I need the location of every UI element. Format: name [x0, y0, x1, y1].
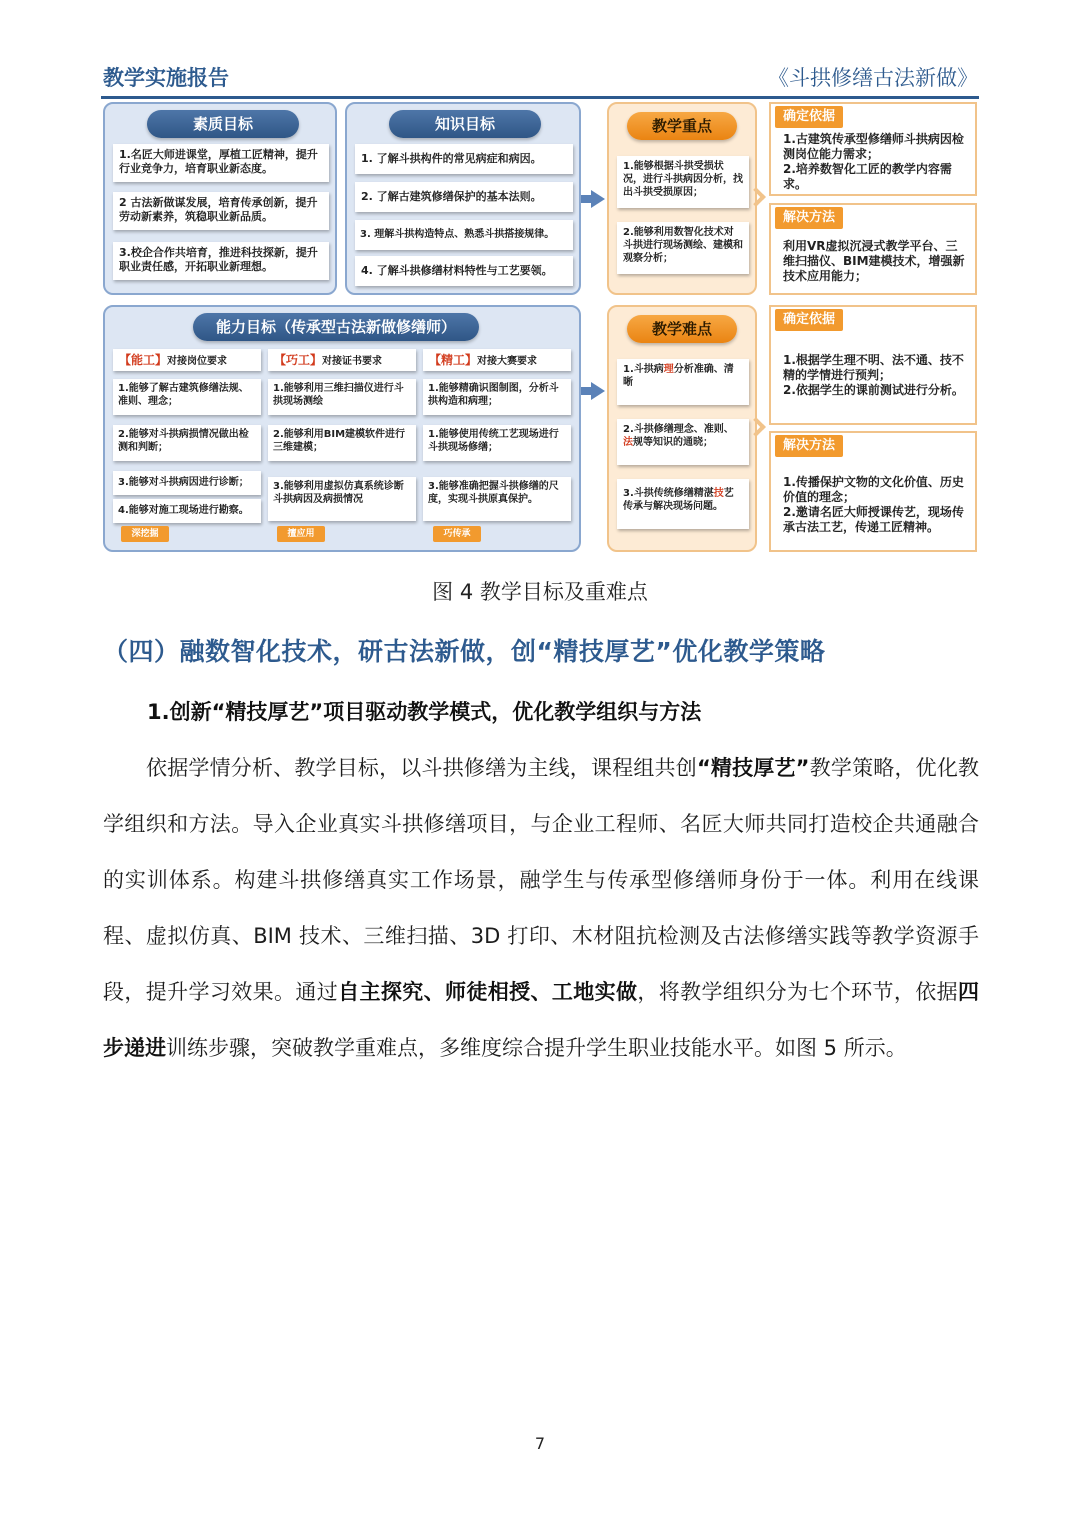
difficulties-item-text: 艺传承与解决现场问题。	[623, 488, 734, 512]
ability-col3-item: 1.能够使用传统工艺现场进行斗拱现场修缮；	[423, 425, 571, 461]
page-number: 7	[534, 1434, 546, 1453]
quality-item: 2 古法新做谋发展，培育传承创新，提升劳动新素养，筑稳职业新品质。	[113, 192, 329, 230]
key-points-item: 2.能够利用数智化技术对斗拱进行现场测绘、建模和观察分析；	[617, 222, 749, 274]
quality-panel	[103, 102, 337, 295]
knowledge-item: 1. 了解斗拱构件的常见病症和病因。	[355, 144, 573, 174]
knowledge-item: 2. 了解古建筑修缮保护的基本法则。	[355, 182, 573, 212]
key-points-solution-text: 利用VR虚拟沉浸式教学平台、三维扫描仪、BIM建模技术，增强新技术应用能力；	[783, 239, 965, 283]
key-points-title: 教学重点	[627, 112, 737, 140]
difficulties-basis-text: 1.根据学生理不明、法不通、技不精的学情进行预判； 2.依据学生的课前测试进行分析。	[783, 353, 964, 397]
ability-col1-item: 2.能够对斗拱病损情况做出检测和判断；	[113, 425, 261, 461]
subheading: 1.创新“精技厚艺”项目驱动教学模式，优化教学组织与方法	[147, 700, 702, 724]
difficulties-item	[617, 479, 749, 529]
paragraph-text: 训练步骤，突破教学重难点，多维度综合提升学生职业技能水平。如图 5 所示。	[166, 1036, 907, 1060]
paragraph-text: ，将教学组织分为七个环节，依据	[637, 980, 958, 1004]
ability-col2-header	[268, 349, 416, 371]
knowledge-item: 4. 了解斗拱修缮材料特性与工艺要领。	[355, 256, 573, 286]
key-points-item: 1.能够根据斗拱受损状况，进行斗拱病因分析，找出斗拱受损原因；	[617, 156, 749, 208]
ability-col3-item: 1.能够精确识图制图，分析斗拱构造和病理；	[423, 379, 571, 415]
paragraph-text: 教学策略，优化教学组织和方法。导入企业真实斗拱修缮项目，与企业工程师、名匠大师共同打造校企共通融合的实训体系。构建斗拱修缮真实工作场景，融学生与传承型修缮师身份于一体。利用在线课程、虚拟仿真、BIM 技术、三维扫描、3D 打印、木材阻抗检测及古法修缮实践等教学资源手段，提升学习效果。通过	[103, 756, 980, 1004]
ability-col3-footer: 巧传承	[433, 526, 481, 542]
header-right-title: 《斗拱修缮古法新做》	[768, 66, 978, 90]
paragraph-bold: 四步递进	[103, 980, 979, 1060]
key-points-basis-panel	[769, 102, 977, 196]
arrow-right-icon	[591, 382, 605, 400]
quality-title: 素质目标	[147, 110, 299, 138]
ability-col1-item: 1.能够了解古建筑修缮法规、准则、理念；	[113, 379, 261, 415]
difficulties-item-text: 分析准确、清晰	[623, 364, 734, 388]
difficulties-item-text: 1.斗拱病	[623, 364, 664, 375]
section-heading: （四）融数智化技术，研古法新做，创“精技厚艺”优化教学策略	[103, 637, 826, 666]
difficulties-item-text: 2.斗拱修缮理念、准则、	[623, 424, 734, 435]
difficulties-basis-tag: 确定依据	[775, 309, 843, 331]
ability-col1-footer: 深挖掘	[121, 526, 169, 542]
ability-col3-bracket: 【精工】	[429, 353, 478, 367]
difficulties-basis-panel	[769, 305, 977, 425]
difficulties-item-text: 3.斗拱传统修缮精湛	[623, 488, 714, 499]
ability-col2-item: 3.能够利用虚拟仿真系统诊断斗拱病因及病损情况	[268, 477, 416, 521]
difficulties-solution-panel	[769, 431, 977, 552]
key-points-panel	[607, 102, 757, 295]
ability-col2-label: 对接证书要求	[322, 356, 383, 367]
difficulties-item	[617, 419, 749, 465]
key-points-basis-tag: 确定依据	[775, 106, 843, 128]
ability-col2-item: 1.能够利用三维扫描仪进行斗拱现场测绘	[268, 379, 416, 415]
ability-col1-item: 4.能够对施工现场进行勘察。	[113, 499, 261, 523]
difficulties-solution-text: 1.传播保护文物的文化价值、历史价值的理念； 2.邀请名匠大师授课传艺，现场传承古法工艺，传递工匠精神。	[783, 475, 964, 534]
difficulties-title: 教学难点	[627, 315, 737, 343]
key-points-solution-panel	[769, 203, 977, 295]
header-left-title: 教学实施报告	[103, 66, 229, 90]
difficulties-item-highlight: 技	[713, 488, 724, 499]
paragraph-bold: “精技厚艺”	[696, 756, 810, 780]
difficulties-solution-tag: 解决方法	[775, 435, 843, 457]
ability-col3-header	[423, 349, 571, 371]
ability-col1-bracket: 【能工】	[119, 353, 168, 367]
key-points-solution-tag: 解决方法	[775, 207, 843, 229]
ability-col2-item: 2.能够利用BIM建模软件进行三维建模；	[268, 425, 416, 461]
quality-item: 3.校企合作共培育，推进科技探新，提升职业责任感，开拓职业新理想。	[113, 242, 329, 280]
header-rule	[101, 96, 979, 99]
ability-col3-label: 对接大赛要求	[477, 356, 538, 367]
paragraph-bold: 自主探究、师徒相授、工地实做	[338, 980, 638, 1004]
knowledge-item: 3. 理解斗拱构造特点、熟悉斗拱搭接规律。	[355, 220, 573, 250]
ability-panel	[103, 305, 581, 552]
paragraph-text: 依据学情分析、教学目标，以斗拱修缮为主线，课程组共创	[146, 756, 697, 780]
body-paragraph	[103, 740, 979, 1076]
ability-col3-item: 3.能够准确把握斗拱修缮的尺度，实现斗拱原真保护。	[423, 477, 571, 521]
ability-col1-header	[113, 349, 261, 371]
figure-caption: 图 4 教学目标及重难点	[432, 580, 648, 604]
knowledge-title: 知识目标	[389, 110, 541, 138]
arrow-right-icon	[591, 190, 605, 208]
ability-col2-footer: 擅应用	[277, 526, 325, 542]
difficulties-item	[617, 359, 749, 405]
key-points-basis-text: 1.古建筑传承型修缮师斗拱病因检测岗位能力需求； 2.培养数智化工匠的教学内容需求。	[783, 132, 964, 191]
ability-col1-item: 3.能够对斗拱病因进行诊断；	[113, 471, 261, 495]
difficulties-item-text: 规等知识的通晓；	[633, 437, 713, 448]
knowledge-panel	[345, 102, 581, 295]
difficulties-item-highlight: 理	[663, 364, 674, 375]
ability-col1-label: 对接岗位要求	[167, 356, 228, 367]
difficulties-panel	[607, 305, 757, 552]
ability-col2-bracket: 【巧工】	[274, 353, 323, 367]
objectives-figure	[101, 102, 979, 552]
difficulties-item-highlight: 法	[623, 437, 633, 448]
ability-title: 能力目标（传承型古法新做修缮师）	[193, 313, 479, 341]
quality-item: 1.名匠大师进课堂，厚植工匠精神，提升行业竞争力，培育职业新态度。	[113, 144, 329, 182]
